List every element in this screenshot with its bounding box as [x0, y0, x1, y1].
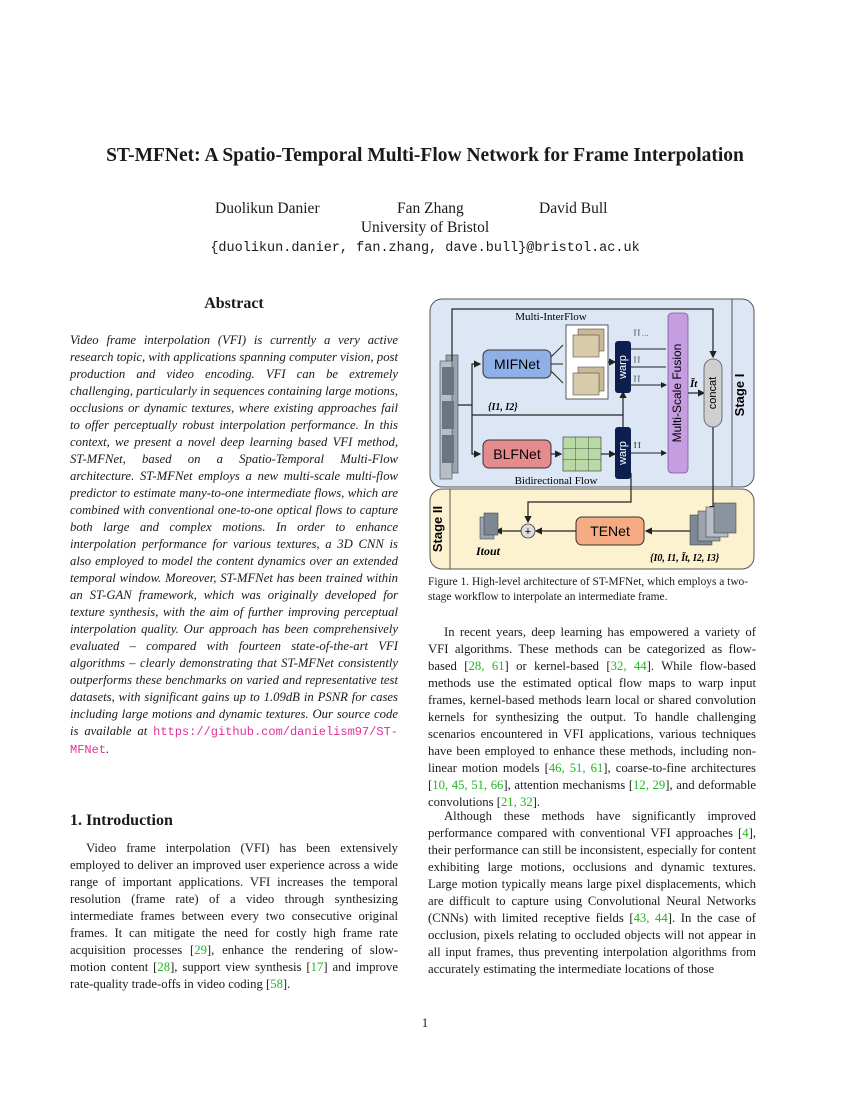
related-work-paragraph	[428, 624, 756, 811]
mifnet-label: MIFNet	[494, 356, 540, 372]
challenges-paragraph	[428, 808, 756, 978]
author-3: David Bull	[539, 200, 608, 217]
input-pair-label: {I1, I2}	[488, 402, 518, 413]
output-frame-label: Itout	[476, 544, 501, 558]
body-text: ], attention mechanisms [	[503, 778, 634, 792]
tenet-label: TENet	[590, 523, 630, 539]
intro-text: ], enhance the rendering of slow-motion content [	[70, 943, 398, 974]
body-text: ]. In the case of occlusion, pixels relating to occluded objects will not appear in all input frames, thus preventing interpolation algorithms from accurately estimating the intermediate locations of those	[428, 911, 757, 976]
citation-link[interactable]: 4	[742, 826, 749, 840]
citation-link[interactable]: 10, 45, 51, 66	[432, 778, 504, 792]
figure-caption: Figure 1. High-level architecture of ST-MFNet, which employs a two-stage workflow to interpolate an intermediate frame.	[428, 576, 749, 603]
citation-link[interactable]: 21, 32	[500, 795, 533, 809]
bidirectional-flow-label: Bidirectional Flow	[514, 475, 598, 487]
citation-link[interactable]: 58	[270, 977, 283, 991]
body-text: ], coarse-to-fine architectures [	[428, 761, 756, 792]
author-1: Duolikun Danier	[215, 200, 320, 217]
body-text: ]. While flow-based methods use the estimated optical flow maps to warp input frames, kernel-based methods learn local or shared convolution kernels for synthesizing the output. To handle challenging scenarios encountered in VFI applications, various techniques have been employed to enhance these methods, including non-linear motion models [	[428, 659, 757, 775]
citation-link[interactable]: 29	[194, 943, 207, 957]
glyph-row-b: Ĩ Ĩ	[634, 358, 640, 365]
intro-text: Video frame interpolation (VFI) has been extensively employed to deliver an improved user experience across a wide range of important applications. VFI increases the temporal resolution (frame rate) of a video through synthesizing intermediate frames between every two consecutive original frames. It can mitigate the need for costly high frame rate acquisition processes [	[70, 841, 398, 957]
affiliation: University of Bristol	[360, 219, 490, 236]
figure-1	[428, 297, 758, 572]
author-emails: {duolikun.danier, fan.zhang, dave.bull}@bristol.ac.uk	[210, 241, 640, 256]
author-2: Fan Zhang	[397, 200, 464, 217]
plus-sign: +	[524, 526, 532, 538]
warped-frames-labels-2: Ĩ Ĩ	[634, 442, 641, 450]
concat-label: concat	[706, 376, 719, 410]
frames-set-label: {I0, I1, Ĩt, I2, I3}	[650, 553, 720, 564]
intro-text: ] and improve rate-quality trade-offs in video coding [	[70, 960, 399, 991]
source-code-link[interactable]: https://github.com/danielism97/ST-MFNet	[70, 725, 398, 757]
bidirectional-flow-maps	[563, 437, 601, 471]
multi-interflow-maps	[566, 325, 608, 399]
citation-link[interactable]: 28, 61	[468, 659, 505, 673]
intro-text: ].	[282, 977, 291, 991]
intro-text: ], support view synthesis [	[170, 960, 311, 974]
output-frame	[480, 513, 498, 539]
body-text: ].	[532, 795, 541, 809]
abstract-text	[70, 332, 398, 759]
body-text: ], their performance can still be inconsistent, especially for content exhibiting large motions, occlusions and dynamic textures. Large motion typically means large pixel displacements, which are difficult to capture using Convolutional Neural Networks (CNNs) with limited receptive fields [	[428, 826, 756, 925]
abstract-heading: Abstract	[204, 295, 264, 312]
citation-link[interactable]: 17	[310, 960, 324, 974]
paper-title: ST-MFNet: A Spatio-Temporal Multi-Flow Network for Frame Interpolation	[106, 145, 744, 166]
architecture-diagram	[428, 297, 758, 572]
input-frames-stack	[440, 355, 458, 479]
citation-link[interactable]: 46, 51, 61	[548, 761, 604, 775]
author-list	[0, 200, 850, 220]
multi-interflow-label: Multi-InterFlow	[515, 311, 587, 323]
warp-label-1: warp	[616, 355, 629, 379]
abstract-body: Video frame interpolation (VFI) is currently a very active research topic, with applications spanning computer vision, post production and video encoding. VFI can be extremely challenging, particularly in sequences containing large motions, occlusions or dynamic textures, where existing approaches fail to offer perceptually robust interpolation performance. In this context, we present a novel deep learning based VFI method, ST-MFNet, based on a Spatio-Temporal Multi-Flow architecture. ST-MFNet employs a new multi-scale multi-flow predictor to estimate many-to-one intermediate flows, which are combined with conventional one-to-one optical flows to capture both large and complex motions. In order to enhance interpolation performance for various textures, a 3D CNN is also employed to model the content dynamics over an extended temporal window. Moreover, ST-MFNet has been trained within an ST-GAN framework, which was originally developed for texture synthesis, with the aim of further improving perceptual interpolation quality. Our approach has been comprehensively evaluated – compared with fourteen state-of-the-art VFI algorithms – clearly demonstrating that ST-MFNet consistently outperforms these benchmarks on varied and representative test datasets, with significant gains up to 1.09dB in PSNR for cases including large motions and dynamic textures. Our source code is available at	[70, 333, 398, 738]
body-text: ], and deformable convolutions [	[428, 778, 756, 809]
warp-label-2: warp	[616, 441, 629, 465]
glyph-row-c: Ĩ Ĩ	[634, 377, 640, 384]
blfnet-label: BLFNet	[493, 446, 541, 462]
citation-link[interactable]: 12, 29	[633, 778, 666, 792]
intermediate-estimate-label: Ĩt	[690, 378, 698, 390]
stage2-label: Stage II	[430, 505, 445, 553]
glyph-row-a: Ĩ Ĩ …	[634, 331, 649, 338]
body-text: ] or kernel-based [	[504, 659, 611, 673]
citation-link[interactable]: 32, 44	[610, 659, 647, 673]
body-text: In recent years, deep learning has empowered a variety of VFI algorithms. These methods can be categorized as flow-based [	[428, 625, 756, 673]
abstract-end: .	[106, 742, 110, 756]
body-text: Although these methods have significantly improved performance compared with conventional VFI approaches [	[428, 809, 756, 840]
stage1-label: Stage I	[732, 373, 747, 417]
citation-link[interactable]: 28	[157, 960, 171, 974]
introduction-heading: 1. Introduction	[70, 812, 173, 829]
multi-scale-fusion-label: Multi-Scale Fusion	[670, 343, 685, 443]
intro-paragraph	[70, 840, 398, 993]
citation-link[interactable]: 43, 44	[633, 911, 668, 925]
page-number: 1	[421, 1015, 429, 1030]
